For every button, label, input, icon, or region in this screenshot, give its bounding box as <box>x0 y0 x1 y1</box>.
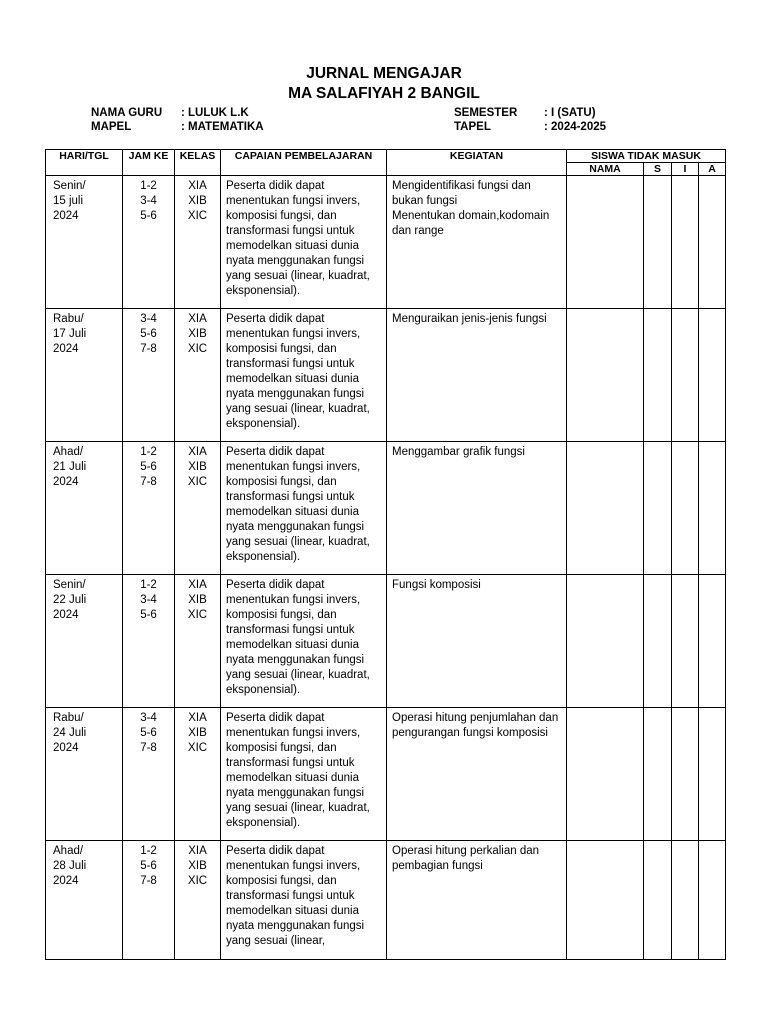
kegiatan-cell: Menggambar grafik fungsi <box>387 442 567 575</box>
kegiatan-cell: Operasi hitung perkalian dan pembagian fungsi <box>387 841 567 960</box>
capaian-cell: Peserta didik dapat menentukan fungsi invers, komposisi fungsi, dan transformasi fungsi untuk memodelkan situasi dunia nyata menggunakan fungsi yang sesuai (linear, kuadrat, eksponensial). <box>221 708 387 841</box>
kegiatan-cell: Menguraikan jenis-jenis fungsi <box>387 309 567 442</box>
day-cell: Rabu/ 17 Juli 2024 <box>46 309 123 442</box>
table-row <box>46 309 726 442</box>
capaian-cell-wrapper <box>221 841 387 960</box>
nama-guru-value: : LULUK L.K <box>181 107 249 119</box>
s-cell <box>644 575 672 708</box>
jam-cell: 3-4 5-6 7-8 <box>123 309 175 442</box>
kegiatan-cell: Mengidentifikasi fungsi dan bukan fungsi Menentukan domain,kodomain dan range <box>387 176 567 309</box>
jam-cell: 1-2 5-6 7-8 <box>123 442 175 575</box>
i-cell <box>672 442 699 575</box>
mapel-label: MAPEL <box>91 121 132 133</box>
s-cell <box>644 309 672 442</box>
a-cell <box>699 708 726 841</box>
day-cell: Senin/ 22 Juli 2024 <box>46 575 123 708</box>
tapel-value: : 2024-2025 <box>544 121 607 133</box>
i-cell <box>672 841 699 960</box>
jam-cell: 3-4 5-6 7-8 <box>123 708 175 841</box>
kelas-cell: XIA XIB XIC <box>175 575 221 708</box>
a-cell <box>699 841 726 960</box>
header-capaian: CAPAIAN PEMBELAJARAN <box>221 150 387 176</box>
s-cell <box>644 442 672 575</box>
i-cell <box>672 176 699 309</box>
header-kegiatan: KEGIATAN <box>387 150 567 176</box>
a-cell <box>699 442 726 575</box>
journal-table <box>45 149 726 960</box>
nama-cell <box>567 176 644 309</box>
nama-cell <box>567 442 644 575</box>
table-row <box>46 575 726 708</box>
i-cell <box>672 309 699 442</box>
kelas-cell: XIA XIB XIC <box>175 176 221 309</box>
header-i: I <box>672 163 699 176</box>
jam-cell: 1-2 3-4 5-6 <box>123 176 175 309</box>
header-hari-tgl: HARI/TGL <box>46 150 123 176</box>
header-jam-ke: JAM KE <box>123 150 175 176</box>
s-cell <box>644 708 672 841</box>
day-cell: Ahad/ 28 Juli 2024 <box>46 841 123 960</box>
i-cell <box>672 708 699 841</box>
school-name: MA SALAFIYAH 2 BANGIL <box>288 85 480 102</box>
header-siswa-tidak-masuk: SISWA TIDAK MASUK <box>567 150 726 163</box>
capaian-cell: Peserta didik dapat menentukan fungsi invers, komposisi fungsi, dan transformasi fungsi untuk memodelkan situasi dunia nyata menggunakan fungsi yang sesuai (linear, <box>226 845 365 947</box>
header-a: A <box>699 163 726 176</box>
document-title: JURNAL MENGAJAR <box>306 65 462 82</box>
a-cell <box>699 176 726 309</box>
table-row <box>46 708 726 841</box>
capaian-cell: Peserta didik dapat menentukan fungsi invers, komposisi fungsi, dan transformasi fungsi untuk memodelkan situasi dunia nyata menggunakan fungsi yang sesuai (linear, kuadrat, eksponensial). <box>221 442 387 575</box>
kelas-cell: XIA XIB XIC <box>175 841 221 960</box>
nama-cell <box>567 309 644 442</box>
nama-cell <box>567 575 644 708</box>
table-row <box>46 442 726 575</box>
kelas-cell: XIA XIB XIC <box>175 708 221 841</box>
nama-cell <box>567 708 644 841</box>
s-cell <box>644 176 672 309</box>
capaian-cell: Peserta didik dapat menentukan fungsi invers, komposisi fungsi, dan transformasi fungsi untuk memodelkan situasi dunia nyata menggunakan fungsi yang sesuai (linear, kuadrat, eksponensial). <box>221 575 387 708</box>
capaian-cell: Peserta didik dapat menentukan fungsi invers, komposisi fungsi, dan transformasi fungsi untuk memodelkan situasi dunia nyata menggunakan fungsi yang sesuai (linear, kuadrat, eksponensial). <box>221 176 387 309</box>
mapel-value: : MATEMATIKA <box>181 121 264 133</box>
semester-value: : I (SATU) <box>544 107 596 119</box>
day-cell: Senin/ 15 juli 2024 <box>46 176 123 309</box>
kelas-cell: XIA XIB XIC <box>175 309 221 442</box>
semester-label: SEMESTER <box>454 107 518 119</box>
capaian-cell: Peserta didik dapat menentukan fungsi invers, komposisi fungsi, dan transformasi fungsi untuk memodelkan situasi dunia nyata menggunakan fungsi yang sesuai (linear, kuadrat, eksponensial). <box>221 309 387 442</box>
i-cell <box>672 575 699 708</box>
s-cell <box>644 841 672 960</box>
a-cell <box>699 575 726 708</box>
kegiatan-cell: Operasi hitung penjumlahan dan pengurangan fungsi komposisi <box>387 708 567 841</box>
day-cell: Rabu/ 24 Juli 2024 <box>46 708 123 841</box>
day-cell: Ahad/ 21 Juli 2024 <box>46 442 123 575</box>
nama-cell <box>567 841 644 960</box>
jam-cell: 1-2 5-6 7-8 <box>123 841 175 960</box>
nama-guru-label: NAMA GURU <box>91 107 163 119</box>
a-cell <box>699 309 726 442</box>
tapel-label: TAPEL <box>454 121 491 133</box>
header-kelas: KELAS <box>175 150 221 176</box>
table-row <box>46 176 726 309</box>
kelas-cell: XIA XIB XIC <box>175 442 221 575</box>
header-nama: NAMA <box>567 163 644 176</box>
header-s: S <box>644 163 672 176</box>
kegiatan-cell: Fungsi komposisi <box>387 575 567 708</box>
jam-cell: 1-2 3-4 5-6 <box>123 575 175 708</box>
table-row <box>46 841 726 960</box>
